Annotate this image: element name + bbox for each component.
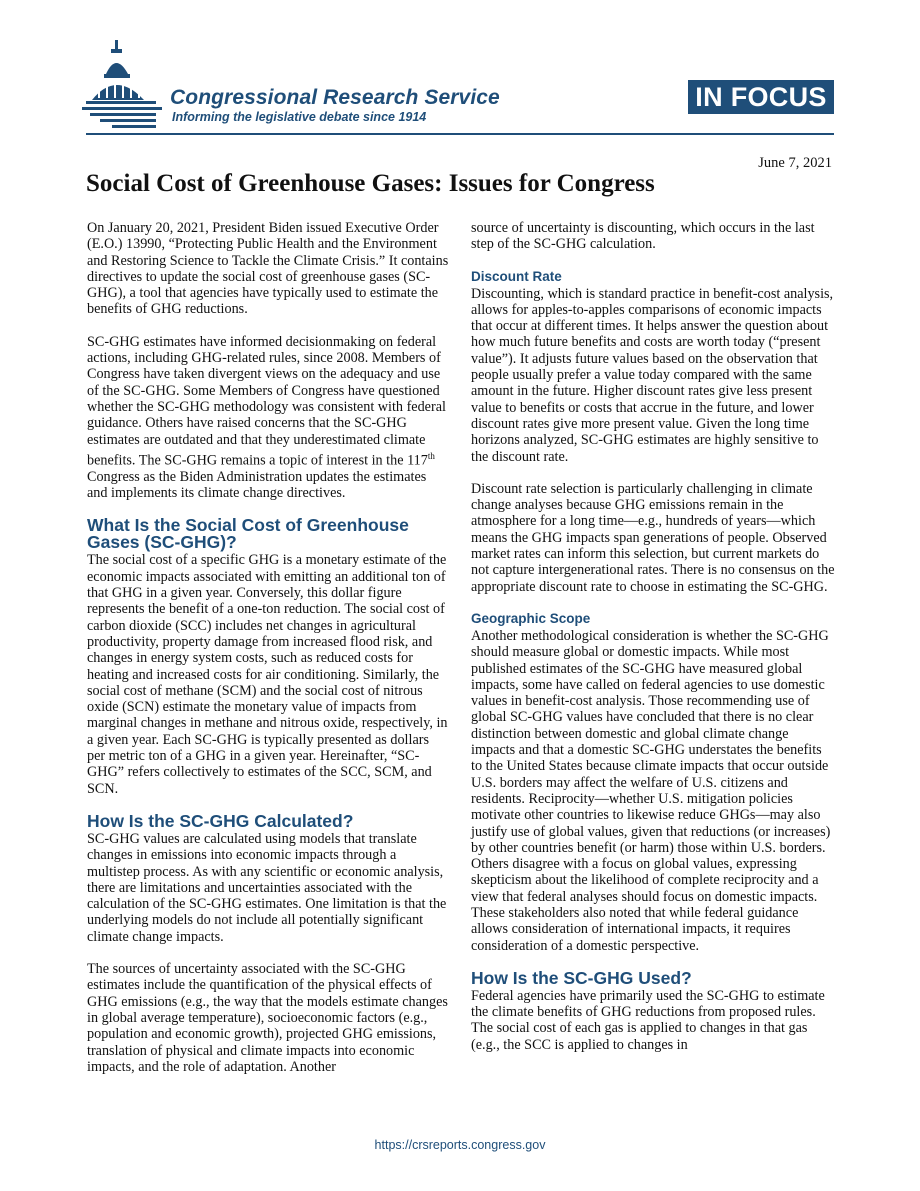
left-column — [87, 220, 449, 1091]
header-rule — [86, 133, 834, 135]
uncertainty-paragraph: The sources of uncertainty associated with the SC-GHG estimates include the quantification of the physical effects of GHG emissions (e.g., the way that the models estimate changes in global average temperature), socioeconomic factors (e.g., population and economic growth), projected GHG emissions, translation of physical and climate impacts into economic impacts, and the role of adaptation. Another — [87, 961, 448, 1075]
in-focus-badge: IN FOCUS — [688, 80, 834, 114]
report-title: Social Cost of Greenhouse Gases: Issues for Congress — [86, 170, 655, 197]
section-heading-how-used: How Is the SC-GHG Used? — [471, 967, 692, 988]
discount-selection-paragraph: Discount rate selection is particularly challenging in climate change analyses because GHG emissions remain in the atmosphere for a long time—e.g., hundreds of years—which means the GHG impacts span generations of people. Observed market rates can inform this selection, but current markets do not capture intergenerational rates. There is no consensus on the appropriate discount rate to choose in estimating the SC-GHG. — [471, 480, 835, 595]
intro-paragraph: On January 20, 2021, President Biden issued Executive Order (E.O.) 13990, “Protecting Public Health and the Environment and Restoring Science to Tackle the Climate Crisis.” It contains directives to update the social cost of greenhouse gases (SC-GHG), a tool that agencies have typically used to estimate the benefits of GHG reductions. — [87, 220, 449, 318]
calculation-paragraph: SC-GHG values are calculated using models that translate changes in emissions into economic impacts through a multistep process. As with any scientific or economic analysis, there are limitations and uncertainties associated with the calculation of the SC-GHG estimates. One limitation is that the underlying models do not include all potentially significant climate change impacts. — [87, 830, 447, 945]
org-name: Congressional Research Service — [170, 86, 500, 109]
background-paragraph: SC-GHG estimates have informed decisionmaking on federal actions, including GHG-related rules, since 2008. Members of Congress have taken divergent views on the adequacy and use of the SC-GHG. Some Members of Congress have questioned whether the SC-GHG methodology was consistent with federal guidance. Others have raised concerns that the SC-GHG estimates are outdated and that they underestimated climate benefits. The SC-GHG remains a topic of interest in the 117th Congress as the Biden Administration updates the estimates and implements its climate change directives. — [87, 333, 446, 502]
usage-paragraph: Federal agencies have primarily used the SC-GHG to estimate the climate benefits of GHG reductions from proposed rules. The social cost of each gas is applied to changes in that gas (e.g., the SCC is applied to changes in — [471, 987, 825, 1053]
discount-paragraph: Discounting, which is standard practice in benefit-cost analysis, allows for apples-to-apples comparisons of economic impacts that occur at different times. It helps answer the question about how much future benefits and costs are worth today (“present value”). It adjusts future values based on the observation that people usually prefer a value today compared with the same amount in the future. Higher discount rates give less present value to benefits or costs that accrue in the future, and lower discount rates give more present value. Given the long time horizons analyzed, SC-GHG estimates are highly sensitive to the discount rate. — [471, 285, 834, 465]
geographic-paragraph: Another methodological consideration is whether the SC-GHG should measure global or domestic impacts. While most published estimates of the SC-GHG have measured global impacts, some have called on federal agencies to use domestic values in benefit-cost analysis. Those recommending use of global SC-GHG values have concluded that there is no clear distinction between domestic and global climate change impacts and that a domestic SC-GHG understates the benefits to the United States because climate impacts that occur outside U.S. borders may affect the welfare of U.S. citizens and residents. Reciprocity—whether U.S. mitigation policies motivate other countries to likewise reduce GHGs—may also justify use of global values, given that reductions (or increases) by other countries benefit (or harm) those within U.S. borders. Others disagree with a focus on global values, expressing skepticism about the likelihood of complete reciprocity and a view that federal analyses should focus on domestic impacts. These stakeholders also noted that while federal guidance allows consideration of international impacts, it requires consideration of a domestic perspective. — [471, 627, 831, 954]
continued-paragraph: source of uncertainty is discounting, which occurs in the last step of the SC-GHG calculation. — [471, 220, 815, 253]
section-heading-how-calculated: How Is the SC-GHG Calculated? — [87, 810, 354, 831]
footer-url[interactable]: https://crsreports.congress.gov — [374, 1138, 546, 1152]
right-column — [471, 220, 835, 1069]
report-header — [0, 0, 920, 140]
org-tagline: Informing the legislative debate since 1914 — [172, 110, 427, 124]
report-date: June 7, 2021 — [758, 155, 832, 171]
capitol-dome-icon — [82, 40, 166, 130]
subheading-geographic-scope: Geographic Scope — [471, 610, 591, 626]
ordinal-suffix: th — [427, 450, 435, 461]
what-paragraph: The social cost of a specific GHG is a monetary estimate of the economic impacts associated with emitting an additional ton of that GHG in a given year. Conversely, this dollar figure represents the benefit of a one-ton reduction. The social cost of carbon dioxide (SCC) includes net changes in agricultural productivity, property damage from increased flood risk, and changes in energy system costs, such as reduced costs for heating and increased costs for air conditioning. Similarly, the social cost of methane (SCM) and the social cost of nitrous oxide (SCN) estimate the monetary value of impacts from marginal changes in methane and nitrous oxide, respectively, in a given year. Each SC-GHG is typically presented as dollars per metric ton of a GHG in a given year. Hereinafter, “SC-GHG” refers collectively to estimates of the SCC, SCM, and SCN. — [87, 552, 448, 797]
section-heading-what: What Is the Social Cost of Greenhouse Gases (SC-GHG)? — [87, 515, 409, 553]
subheading-discount-rate: Discount Rate — [471, 268, 562, 284]
